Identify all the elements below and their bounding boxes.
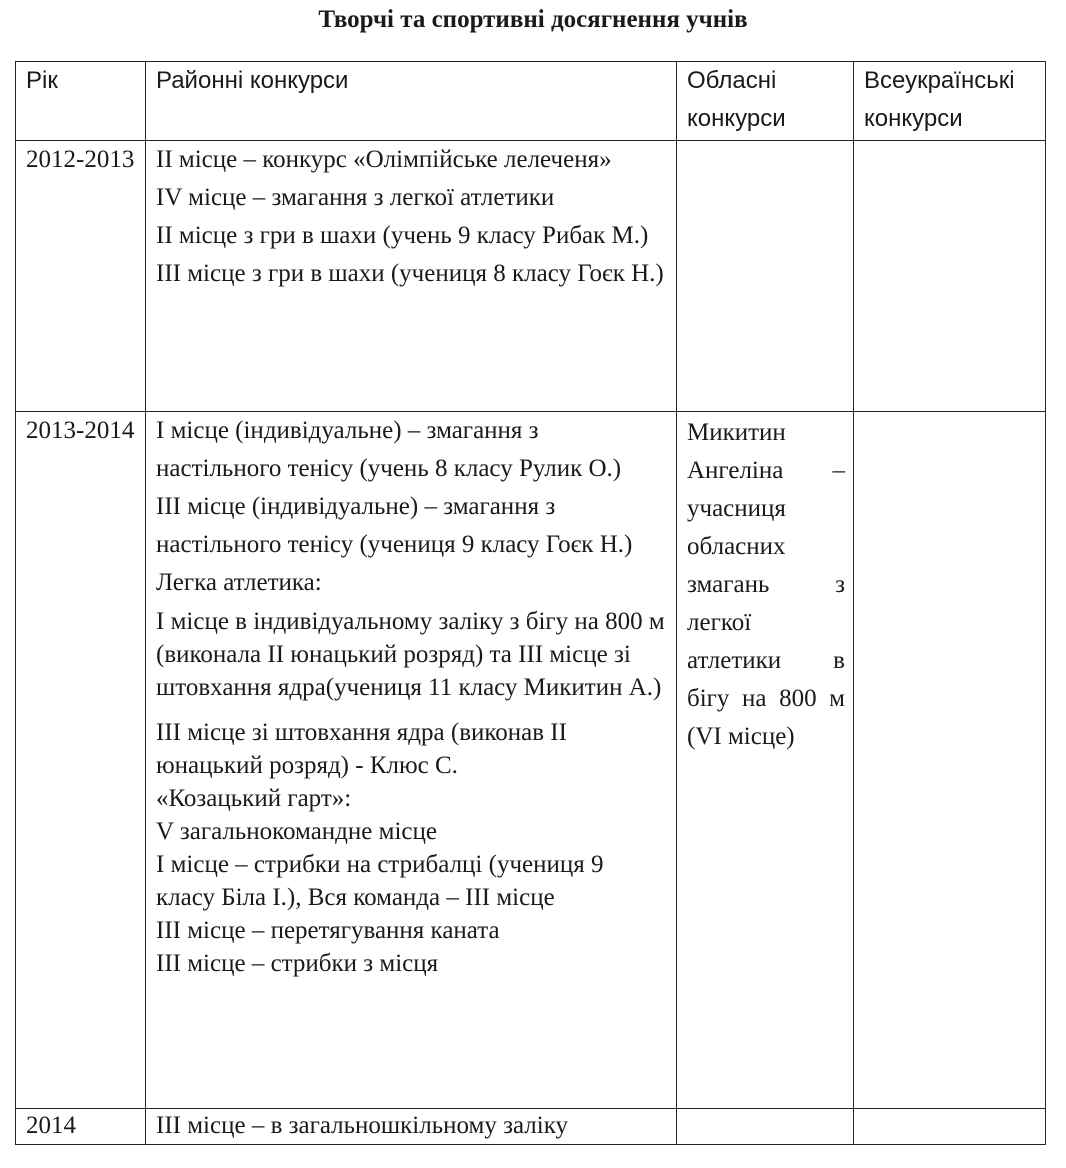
achievement-item: «Козацький гарт»: [156,785,352,812]
district-cell [146,1109,677,1145]
achievement-item: ІІІ місце – перетягування каната [156,917,500,944]
table-row [16,1109,1046,1145]
header-district: Районні конкурси [146,62,677,141]
table-header-row [16,62,1046,141]
national-cell [854,141,1046,412]
national-cell [854,1109,1046,1145]
header-regional: Обласні конкурси [677,62,854,141]
achievement-item: Легка атлетика: [156,569,322,596]
year-cell: 2014 [16,1109,146,1145]
achievement-item: ІІІ місце – в загальношкільному заліку [156,1112,569,1139]
district-cell [146,412,677,1109]
achievement-item: ІІ місце – конкурс «Олімпійське лелеченя» [156,146,612,173]
table-row [16,141,1046,412]
regional-cell: Микитин Ангеліна – учасниця обласних змагань з легкої атлетики в бігу на 800 м (VI місце) [677,412,854,1109]
header-national: Всеукраїнські конкурси [854,62,1046,141]
achievement-item: ІІІ місце зі штовхання ядра (виконав ІІ юнацький розряд) - Клюс С. [156,719,567,779]
achievement-item: І місце – стрибки на стрибалці (учениця 9 класу Біла І.), Вся команда – ІІІ місце [156,851,604,911]
achievement-item: ІІ місце з гри в шахи (учень 9 класу Рибак М.) [156,222,649,249]
page-title: Творчі та спортивні досягнення учнів [318,6,748,33]
year-cell: 2013-2014 [16,412,146,1109]
year-cell: 2012-2013 [16,141,146,412]
achievement-item: ІІІ місце (індивідуальне) – змагання з настільного тенісу (учениця 9 класу Гоєк Н.) [156,493,633,558]
achievement-item: ІІІ місце – стрибки з місця [156,950,439,977]
achievement-item: V загальнокомандне місце [156,818,437,845]
achievement-item: І місце (індивідуальне) – змагання з настільного тенісу (учень 8 класу Рулик О.) [156,417,622,482]
national-cell [854,412,1046,1109]
table-row [16,412,1046,1109]
achievement-item: ІІІ місце з гри в шахи (учениця 8 класу Гоєк Н.) [156,260,664,287]
achievement-item: І місце в індивідуальному заліку з бігу на 800 м (виконала ІІ юнацький розряд) та ІІІ місце зі штовхання ядра(учениця 11 класу Микитин А.) [156,608,665,701]
achievements-table [15,61,1046,1145]
header-year: Рік [16,62,146,141]
regional-cell [677,1109,854,1145]
achievement-item: IV місце – змагання з легкої атлетики [156,184,555,211]
district-cell [146,141,677,412]
regional-cell [677,141,854,412]
